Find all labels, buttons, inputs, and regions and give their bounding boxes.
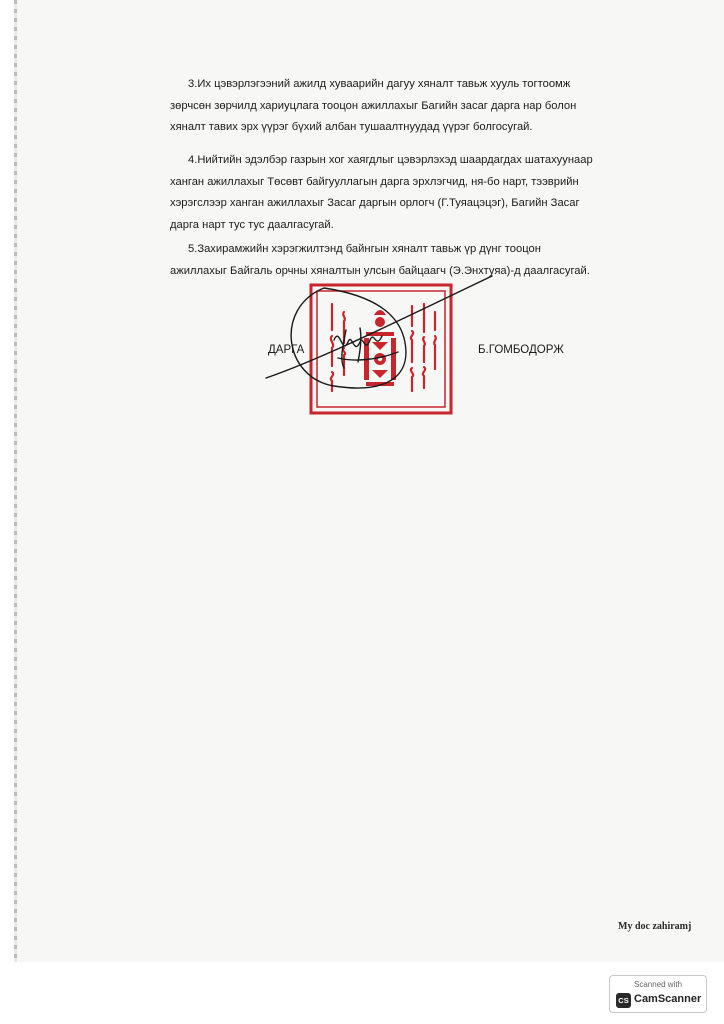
camscanner-logo-icon: CS xyxy=(616,993,631,1008)
text-line: ажиллахыг Байгаль орчны хяналтын улсын байцаагч (Э.Энхтуяа)-д даалгасугай. xyxy=(170,264,590,277)
text-line: дарга нарт тус тус даалгасугай. xyxy=(170,219,334,232)
text-line: ханган ажиллахыг Төсөвт байгууллагын дарга эрхлэгчид, ня-бо нарт, тээврийн xyxy=(170,175,579,188)
text-line: 4.Нийтийн эдэлбэр газрын хог хаягдлыг цэвэрлэхэд шаардагдах шатахуунаар xyxy=(188,154,593,166)
paragraph-item-3 xyxy=(170,74,660,139)
signatory-name: Б.ГОМБОДОРЖ xyxy=(478,344,564,356)
text-line: 5.Захирамжийн хэрэгжилтэнд байнгын хяналт тавьж үр дүнг тооцон xyxy=(188,243,541,255)
text-line: 3.Их цэвэрлэгээний ажилд хуваарийн дагуу хяналт тавьж хууль тогтоомж xyxy=(188,78,571,90)
scanned-with-label: Scanned with xyxy=(633,980,683,989)
text-line: зөрчсөн зөрчилд хариуцлага тооцон ажиллахыг Багийн засаг дарга нар болон xyxy=(170,99,577,112)
camscanner-badge xyxy=(609,975,707,1013)
document-watermark: My doc zahiramj xyxy=(618,921,692,932)
document-page xyxy=(14,0,724,962)
camscanner-name: CamScanner xyxy=(634,993,702,1005)
paragraph-item-4 xyxy=(170,150,660,237)
handwritten-signature xyxy=(264,268,494,400)
signatory-title: ДАРГА xyxy=(268,344,305,356)
text-line: хэрэгслээр ханган ажиллахыг Засаг даргын орлогч (Г.Туяацэцэг), Багийн Засаг xyxy=(170,197,580,210)
text-line: хяналт тавих эрх үүрэг бүхий албан тушаалтнуудад үүрэг болгосугай. xyxy=(170,121,533,134)
